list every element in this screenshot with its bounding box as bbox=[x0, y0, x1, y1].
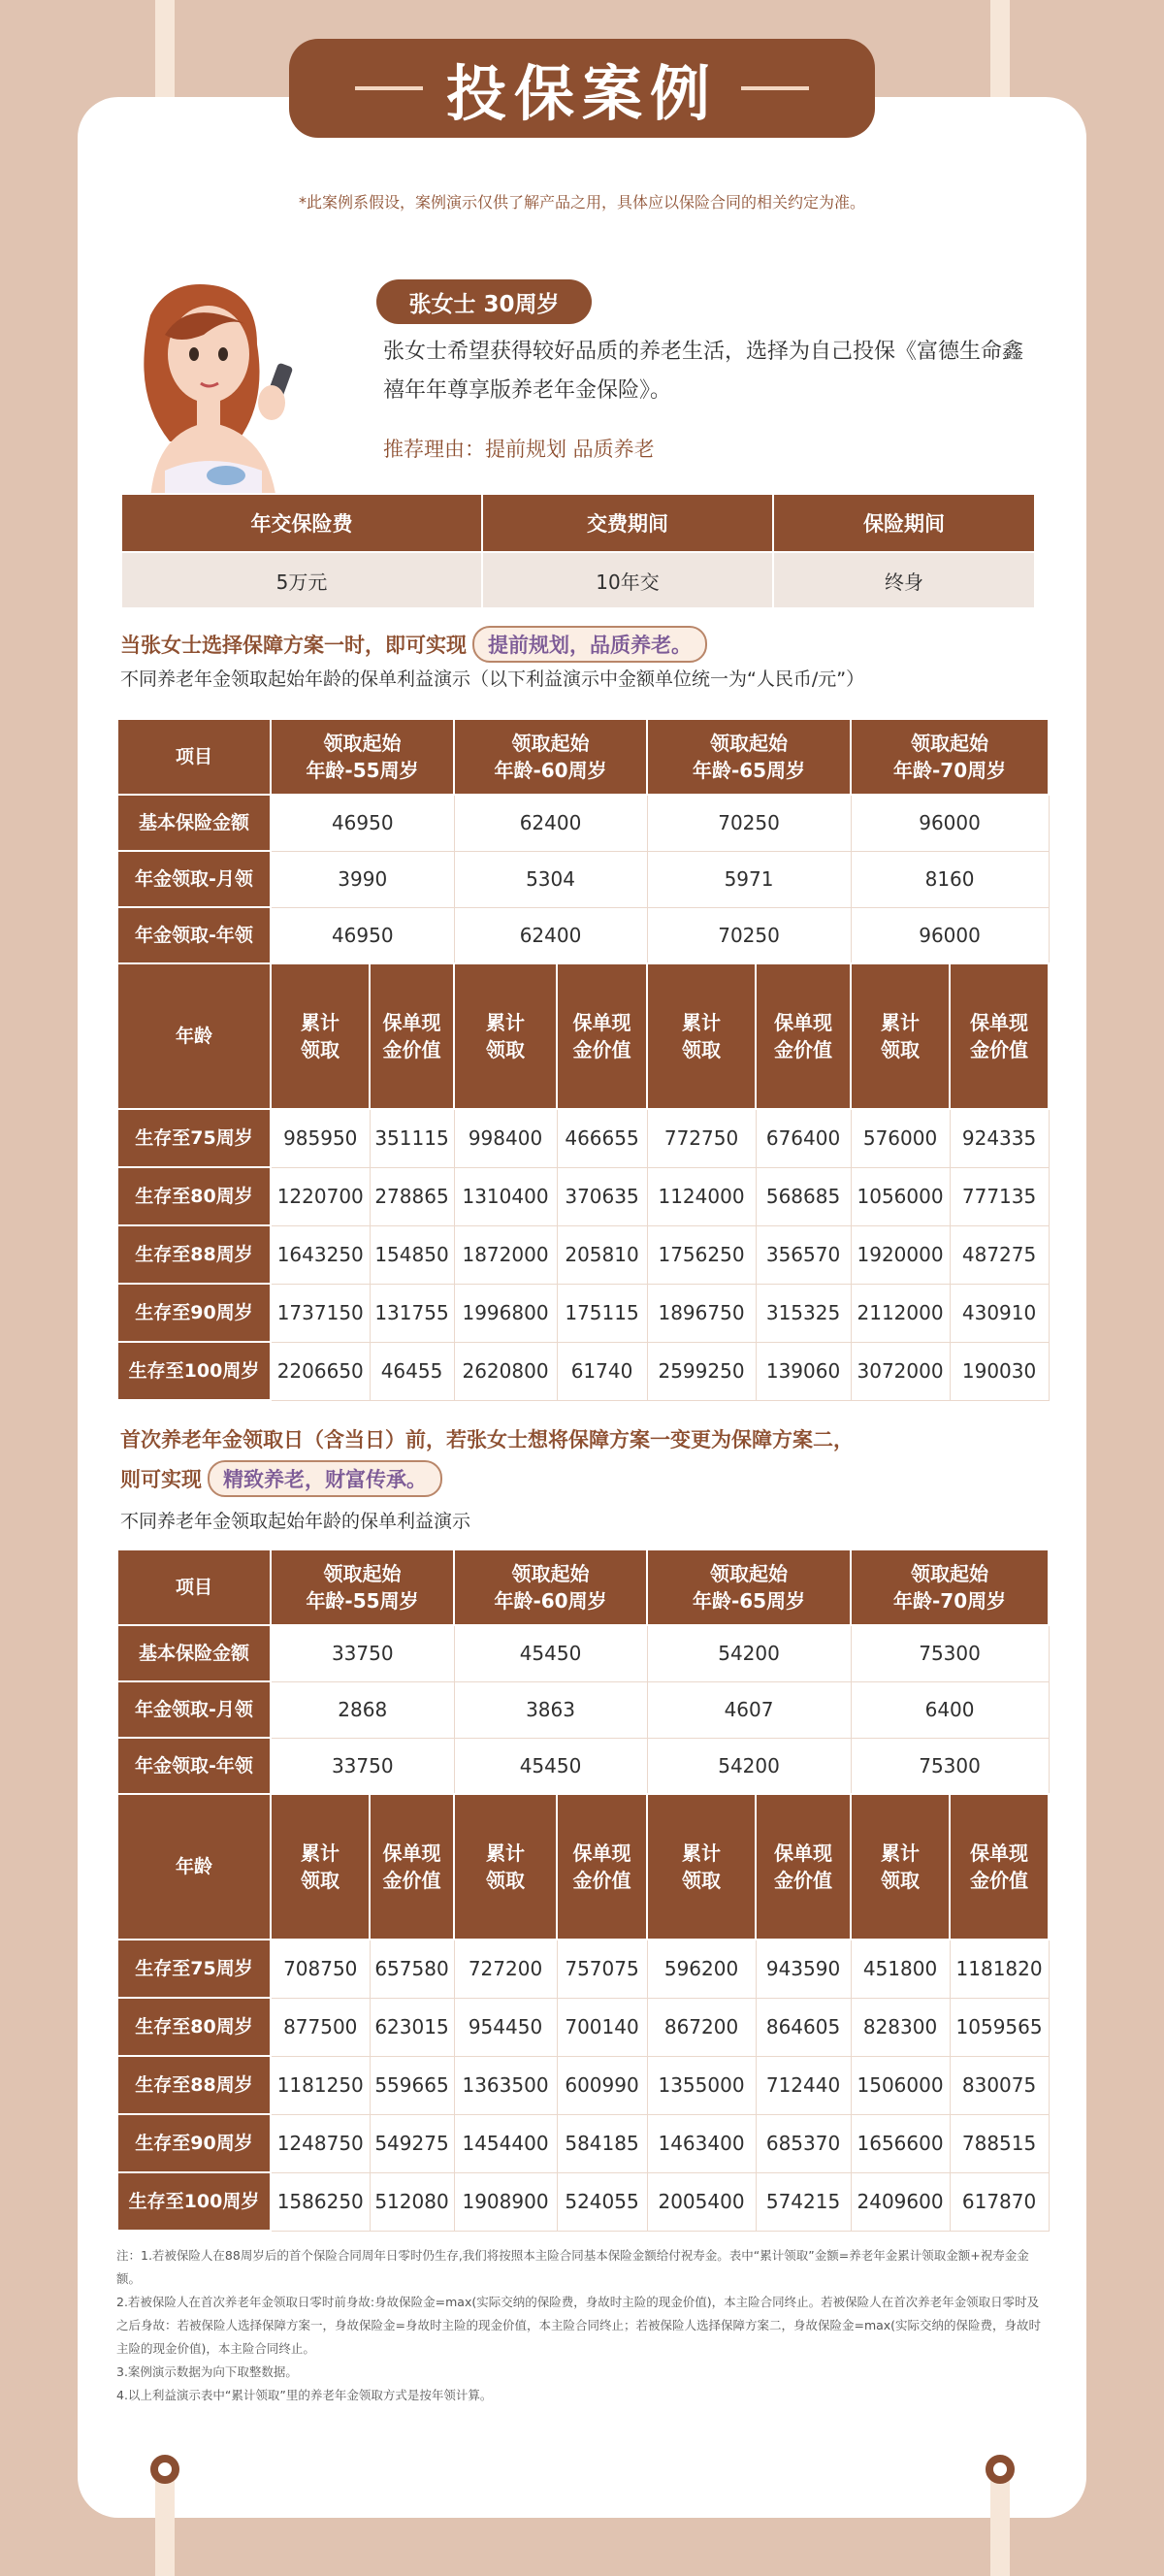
cash-value-cell: 512080 bbox=[370, 2172, 454, 2231]
cumulative-cell: 1506000 bbox=[851, 2056, 950, 2114]
table-row bbox=[117, 1225, 1049, 1284]
cash-value-cell: 568685 bbox=[756, 1167, 851, 1225]
plan2-subtitle: 不同养老年金领取起始年龄的保单利益演示 bbox=[120, 1511, 471, 1532]
cumulative-cell: 867200 bbox=[647, 1998, 756, 2056]
cash-value-cell: 430910 bbox=[950, 1284, 1049, 1342]
cash-value-cell: 777135 bbox=[950, 1167, 1049, 1225]
cumulative-cell: 1872000 bbox=[454, 1225, 557, 1284]
col-cash-value: 保单现 金价值 bbox=[557, 1794, 647, 1940]
cash-value-cell: 617870 bbox=[950, 2172, 1049, 2231]
cumulative-cell: 2005400 bbox=[647, 2172, 756, 2231]
cumulative-cell: 1656600 bbox=[851, 2114, 950, 2172]
plan1-highlight-pill: 提前规划，品质养老。 bbox=[472, 626, 707, 663]
cash-value-cell: 788515 bbox=[950, 2114, 1049, 2172]
plan2-age-header: 年龄 bbox=[117, 1794, 271, 1940]
table-row bbox=[117, 1342, 1049, 1400]
plan1-start-age-55: 领取起始 年龄-55周岁 bbox=[271, 719, 454, 795]
cash-value-cell: 351115 bbox=[370, 1109, 454, 1167]
cash-value-cell: 685370 bbox=[756, 2114, 851, 2172]
bottom-right-strap bbox=[990, 2469, 1010, 2576]
cumulative-cell: 877500 bbox=[271, 1998, 370, 2056]
col-cash-value: 保单现 金价值 bbox=[756, 963, 851, 1109]
col-cash-value: 保单现 金价值 bbox=[370, 963, 454, 1109]
plan1-heading bbox=[120, 626, 707, 663]
cumulative-cell: 708750 bbox=[271, 1940, 370, 1998]
col-cumulative: 累计 领取 bbox=[851, 963, 950, 1109]
col-cumulative: 累计 领取 bbox=[271, 1794, 370, 1940]
col-cash-value: 保单现 金价值 bbox=[756, 1794, 851, 1940]
basic-info-header-row bbox=[121, 494, 1035, 552]
customer-intro: 张女士希望获得较好品质的养老生活，选择为自己投保《富德生命鑫禧年年尊享版养老年金保险》。 bbox=[383, 340, 1024, 403]
page-title-banner bbox=[289, 39, 875, 138]
cash-value-cell: 46455 bbox=[370, 1342, 454, 1400]
table-row: 年金领取-月领 2868 3863 4607 6400 bbox=[117, 1681, 1049, 1738]
woman-avatar-illustration bbox=[112, 277, 325, 500]
cumulative-cell: 1996800 bbox=[454, 1284, 557, 1342]
plan2-heading-line-a: 首次养老年金领取日（含当日）前，若张女士想将保障方案一变更为保障方案二， bbox=[120, 1428, 854, 1451]
cash-value-cell: 278865 bbox=[370, 1167, 454, 1225]
footnote-2: 2.若被保险人在首次养老年金领取日零时前身故:身故保险金=max(实际交纳的保险费，身故时主险的现金价值)，本主险合同终止。若被保险人在首次养老年金领取日零时及之后身故：若被保险人选择保障方案一，身故保险金=身故时主险的现金价值，本主险合同终止；若被保险人选择保障方案二，身故保险金=max(实际交纳的保险费，身故时主险的现金价值)，本主险合同终止。 bbox=[116, 2295, 1042, 2356]
bottom-left-ring bbox=[150, 2455, 179, 2484]
cumulative-cell: 1056000 bbox=[851, 1167, 950, 1225]
plan1-subheader-row bbox=[117, 963, 1049, 1109]
cumulative-cell: 727200 bbox=[454, 1940, 557, 1998]
header-payment-period: 交费期间 bbox=[482, 494, 773, 552]
cumulative-cell: 1220700 bbox=[271, 1167, 370, 1225]
page-title: 投保案例 bbox=[445, 57, 718, 129]
cash-value-cell: 574215 bbox=[756, 2172, 851, 2231]
cumulative-cell: 1756250 bbox=[647, 1225, 756, 1284]
cash-value-cell: 559665 bbox=[370, 2056, 454, 2114]
cash-value-cell: 864605 bbox=[756, 1998, 851, 2056]
plan1-header-row bbox=[117, 719, 1049, 795]
age-row-label: 生存至90周岁 bbox=[117, 2114, 271, 2172]
benefit-table-plan1 bbox=[116, 718, 1050, 1401]
bottom-left-strap bbox=[155, 2469, 175, 2576]
header-annual-premium: 年交保险费 bbox=[121, 494, 482, 552]
table-row bbox=[117, 2114, 1049, 2172]
plan2-item-header: 项目 bbox=[117, 1549, 271, 1625]
plan2-header-row bbox=[117, 1549, 1049, 1625]
cash-value-cell: 1059565 bbox=[950, 1998, 1049, 2056]
col-cumulative: 累计 领取 bbox=[851, 1794, 950, 1940]
plan1-subtitle: 不同养老年金领取起始年龄的保单利益演示（以下利益演示中金额单位统一为“人民币/元”） bbox=[120, 668, 865, 690]
cumulative-cell: 2409600 bbox=[851, 2172, 950, 2231]
age-row-label: 生存至75周岁 bbox=[117, 1940, 271, 1998]
plan1-heading-text: 当张女士选择保障方案一时，即可实现 bbox=[120, 634, 467, 657]
header-coverage-period: 保险期间 bbox=[773, 494, 1035, 552]
table-row bbox=[117, 1998, 1049, 2056]
table-row bbox=[117, 1109, 1049, 1167]
plan2-start-age-65: 领取起始 年龄-65周岁 bbox=[647, 1549, 851, 1625]
cumulative-cell: 2112000 bbox=[851, 1284, 950, 1342]
table-row bbox=[117, 2056, 1049, 2114]
age-row-label: 生存至88周岁 bbox=[117, 1225, 271, 1284]
cumulative-cell: 576000 bbox=[851, 1109, 950, 1167]
age-row-label: 生存至80周岁 bbox=[117, 1998, 271, 2056]
table-row: 年金领取-年领 33750 45450 54200 75300 bbox=[117, 1738, 1049, 1794]
table-row bbox=[117, 1284, 1049, 1342]
title-right-dash bbox=[741, 86, 809, 90]
cumulative-cell: 954450 bbox=[454, 1998, 557, 2056]
basic-info-value-row bbox=[121, 552, 1035, 608]
disclaimer-text: *此案例系假设，案例演示仅供了解产品之用，具体应以保险合同的相关约定为准。 bbox=[298, 193, 865, 212]
cash-value-cell: 466655 bbox=[557, 1109, 647, 1167]
plan2-highlight-pill: 精致养老，财富传承。 bbox=[208, 1460, 442, 1497]
cash-value-cell: 190030 bbox=[950, 1342, 1049, 1400]
plan2-start-age-60: 领取起始 年龄-60周岁 bbox=[454, 1549, 647, 1625]
plan2-start-age-55: 领取起始 年龄-55周岁 bbox=[271, 1549, 454, 1625]
footnote-3: 3.案例演示数据为向下取整数据。 bbox=[116, 2364, 298, 2379]
cash-value-cell: 205810 bbox=[557, 1225, 647, 1284]
cumulative-cell: 1896750 bbox=[647, 1284, 756, 1342]
cash-value-cell: 524055 bbox=[557, 2172, 647, 2231]
plan1-start-age-65: 领取起始 年龄-65周岁 bbox=[647, 719, 851, 795]
bottom-right-ring bbox=[986, 2455, 1015, 2484]
plan2-start-age-70: 领取起始 年龄-70周岁 bbox=[851, 1549, 1049, 1625]
cumulative-cell: 1181250 bbox=[271, 2056, 370, 2114]
cash-value-cell: 131755 bbox=[370, 1284, 454, 1342]
col-cumulative: 累计 领取 bbox=[647, 1794, 756, 1940]
cumulative-cell: 985950 bbox=[271, 1109, 370, 1167]
table-row bbox=[117, 1940, 1049, 1998]
footnote-1: 注：1.若被保险人在88周岁后的首个保险合同周年日零时仍生存,我们将按照本主险合同基本保险金额给付祝寿金。表中“累计领取”金额=养老年金累计领取金额+祝寿金金额。 bbox=[116, 2248, 1029, 2286]
age-row-label: 生存至80周岁 bbox=[117, 1167, 271, 1225]
footnotes bbox=[116, 2244, 1048, 2407]
benefit-table-plan2 bbox=[116, 1549, 1050, 2232]
value-payment-period: 10年交 bbox=[482, 552, 773, 608]
cumulative-cell: 1355000 bbox=[647, 2056, 756, 2114]
col-cash-value: 保单现 金价值 bbox=[950, 1794, 1049, 1940]
value-annual-premium: 5万元 bbox=[121, 552, 482, 608]
cash-value-cell: 1181820 bbox=[950, 1940, 1049, 1998]
footnote-4: 4.以上利益演示表中“累计领取”里的养老年金领取方式是按年领计算。 bbox=[116, 2388, 493, 2402]
cash-value-cell: 356570 bbox=[756, 1225, 851, 1284]
cash-value-cell: 676400 bbox=[756, 1109, 851, 1167]
cumulative-cell: 2206650 bbox=[271, 1342, 370, 1400]
cash-value-cell: 584185 bbox=[557, 2114, 647, 2172]
cumulative-cell: 1124000 bbox=[647, 1167, 756, 1225]
age-row-label: 生存至100周岁 bbox=[117, 2172, 271, 2231]
cash-value-cell: 370635 bbox=[557, 1167, 647, 1225]
cumulative-cell: 1248750 bbox=[271, 2114, 370, 2172]
cash-value-cell: 924335 bbox=[950, 1109, 1049, 1167]
col-cumulative: 累计 领取 bbox=[271, 963, 370, 1109]
cumulative-cell: 1363500 bbox=[454, 2056, 557, 2114]
cash-value-cell: 175115 bbox=[557, 1284, 647, 1342]
col-cash-value: 保单现 金价值 bbox=[370, 1794, 454, 1940]
cumulative-cell: 1737150 bbox=[271, 1284, 370, 1342]
recommend-reason: 推荐理由：提前规划 品质养老 bbox=[383, 438, 655, 461]
plan2-heading-line-b bbox=[120, 1460, 442, 1497]
cumulative-cell: 772750 bbox=[647, 1109, 756, 1167]
plan1-item-header: 项目 bbox=[117, 719, 271, 795]
col-cumulative: 累计 领取 bbox=[647, 963, 756, 1109]
cash-value-cell: 830075 bbox=[950, 2056, 1049, 2114]
table-row: 基本保险金额 33750 45450 54200 75300 bbox=[117, 1625, 1049, 1681]
plan2-subheader-row bbox=[117, 1794, 1049, 1940]
table-row bbox=[117, 2172, 1049, 2231]
cumulative-cell: 2620800 bbox=[454, 1342, 557, 1400]
plan2-heading-text: 则可实现 bbox=[120, 1468, 202, 1491]
cumulative-cell: 828300 bbox=[851, 1998, 950, 2056]
plan1-start-age-70: 领取起始 年龄-70周岁 bbox=[851, 719, 1049, 795]
cumulative-cell: 998400 bbox=[454, 1109, 557, 1167]
cumulative-cell: 451800 bbox=[851, 1940, 950, 1998]
table-row: 年金领取-月领 3990 5304 5971 8160 bbox=[117, 851, 1049, 907]
cumulative-cell: 1463400 bbox=[647, 2114, 756, 2172]
table-row: 年金领取-年领 46950 62400 70250 96000 bbox=[117, 907, 1049, 963]
cumulative-cell: 1908900 bbox=[454, 2172, 557, 2231]
cash-value-cell: 549275 bbox=[370, 2114, 454, 2172]
plan1-age-header: 年龄 bbox=[117, 963, 271, 1109]
cumulative-cell: 1310400 bbox=[454, 1167, 557, 1225]
cash-value-cell: 712440 bbox=[756, 2056, 851, 2114]
col-cumulative: 累计 领取 bbox=[454, 963, 557, 1109]
cash-value-cell: 623015 bbox=[370, 1998, 454, 2056]
plan1-start-age-60: 领取起始 年龄-60周岁 bbox=[454, 719, 647, 795]
cash-value-cell: 657580 bbox=[370, 1940, 454, 1998]
age-row-label: 生存至100周岁 bbox=[117, 1342, 271, 1400]
basic-info-table bbox=[120, 493, 1036, 609]
cumulative-cell: 2599250 bbox=[647, 1342, 756, 1400]
cumulative-cell: 3072000 bbox=[851, 1342, 950, 1400]
cash-value-cell: 943590 bbox=[756, 1940, 851, 1998]
table-row bbox=[117, 1167, 1049, 1225]
age-row-label: 生存至90周岁 bbox=[117, 1284, 271, 1342]
cumulative-cell: 1643250 bbox=[271, 1225, 370, 1284]
cash-value-cell: 700140 bbox=[557, 1998, 647, 2056]
cumulative-cell: 596200 bbox=[647, 1940, 756, 1998]
cash-value-cell: 61740 bbox=[557, 1342, 647, 1400]
cumulative-cell: 1920000 bbox=[851, 1225, 950, 1284]
cash-value-cell: 487275 bbox=[950, 1225, 1049, 1284]
cash-value-cell: 154850 bbox=[370, 1225, 454, 1284]
cash-value-cell: 315325 bbox=[756, 1284, 851, 1342]
customer-name-tag: 张女士 30周岁 bbox=[376, 279, 592, 324]
cumulative-cell: 1454400 bbox=[454, 2114, 557, 2172]
title-left-dash bbox=[355, 86, 423, 90]
table-row: 基本保险金额 46950 62400 70250 96000 bbox=[117, 795, 1049, 851]
col-cash-value: 保单现 金价值 bbox=[557, 963, 647, 1109]
age-row-label: 生存至88周岁 bbox=[117, 2056, 271, 2114]
cumulative-cell: 1586250 bbox=[271, 2172, 370, 2231]
value-coverage-period: 终身 bbox=[773, 552, 1035, 608]
cash-value-cell: 139060 bbox=[756, 1342, 851, 1400]
col-cash-value: 保单现 金价值 bbox=[950, 963, 1049, 1109]
col-cumulative: 累计 领取 bbox=[454, 1794, 557, 1940]
cash-value-cell: 757075 bbox=[557, 1940, 647, 1998]
cash-value-cell: 600990 bbox=[557, 2056, 647, 2114]
age-row-label: 生存至75周岁 bbox=[117, 1109, 271, 1167]
